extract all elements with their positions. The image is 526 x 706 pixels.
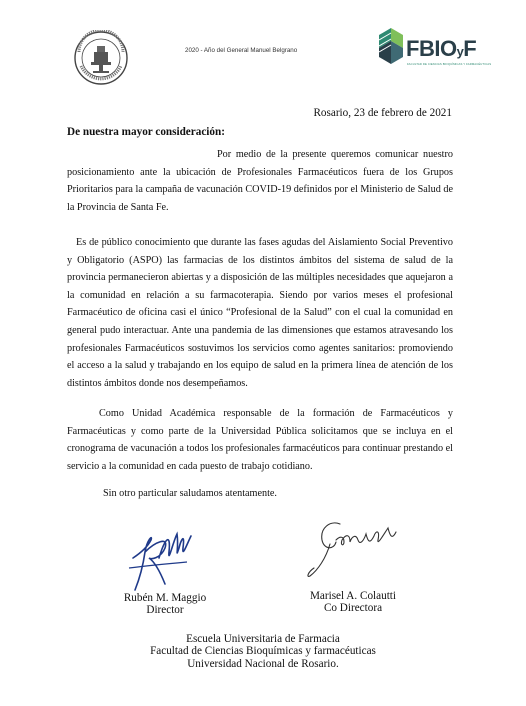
signature-maggio	[125, 518, 195, 598]
signer-left	[105, 592, 225, 617]
signer-right	[290, 590, 416, 615]
signature-colautti	[300, 514, 410, 586]
fbioyf-logo	[376, 26, 496, 70]
letter-salutation: De nuestra mayor consideración:	[67, 126, 225, 138]
university-seal-icon	[73, 30, 129, 86]
brand-f: F	[463, 36, 477, 61]
paragraph-1: Por medio de la presente queremos comunicar nuestro posicionamiento ante la ubicación de Profesionales Farmacéuticos fuera de los Grupos Prioritarios para la campaña de vacunación COVID-19 definidos por el Ministerio de Salud de la Provincia de Santa Fe.	[67, 149, 453, 213]
footer-line-school: Escuela Universitaria de Farmacia	[186, 633, 340, 645]
footer-line-faculty: Facultad de Ciencias Bioquímicas y farmacéuticas	[150, 645, 376, 658]
brand-y: y	[456, 44, 464, 59]
signer-left-role: Director	[146, 604, 184, 617]
signer-right-name: Marisel A. Colautti	[309, 590, 397, 602]
year-note: 2020 - Año del General Manuel Belgrano	[185, 47, 298, 54]
fbioyf-logo-text	[406, 36, 476, 62]
paragraph-closing: Sin otro particular saludamos atentamente.	[103, 488, 277, 499]
fbioyf-logo-mark-icon	[376, 26, 406, 66]
signer-right-role: Co Directora	[323, 602, 383, 615]
fbioyf-tagline: FACULTAD DE CIENCIAS BIOQUÍMICAS Y FARMACÉUTICAS	[407, 62, 492, 66]
paragraph-2: Es de público conocimiento que durante las fases agudas del Aislamiento Social Preventivo y Obligatorio (ASPO) las farmacias de los distintos ámbitos del sistema de salud de la provincia permanecieron abiertas y a disposición de las múltiples necesidades que aquejaron a la comunidad en relación a su farmacoterapia. Siendo por varios meses el profesional Farmacéutico de oficina casi el único “Profesional de la Salud” con el cual la comunidad en general pudo interactuar. Ante una pandemia de las dimensiones que estamos atravesando los profesionales Farmacéuticos sostuvimos los servicios como agentes sanitarios: promoviendo el acceso a la salud y trabajando en los equipo de salud en la primera línea de atención de los distintos ámbitos donde nos desempeñamos.	[67, 237, 453, 389]
footer-line-university: Universidad Nacional de Rosario.	[187, 657, 339, 670]
letter-date: Rosario, 23 de febrero de 2021	[313, 107, 452, 119]
institution-footer	[0, 633, 526, 670]
signer-left-name: Rubén M. Maggio	[123, 592, 207, 604]
paragraph-3: Como Unidad Académica responsable de la formación de Farmacéuticos y Farmacéuticas y como parte de la Universidad Pública solicitamos que se incluya en el cronograma de vacunación a todos los profesionales farmacéuticos para continuar prestando el servicio a la comunidad en cada puesto de trabajo cotidiano.	[67, 408, 453, 472]
brand-fbio: FBIO	[406, 36, 457, 61]
